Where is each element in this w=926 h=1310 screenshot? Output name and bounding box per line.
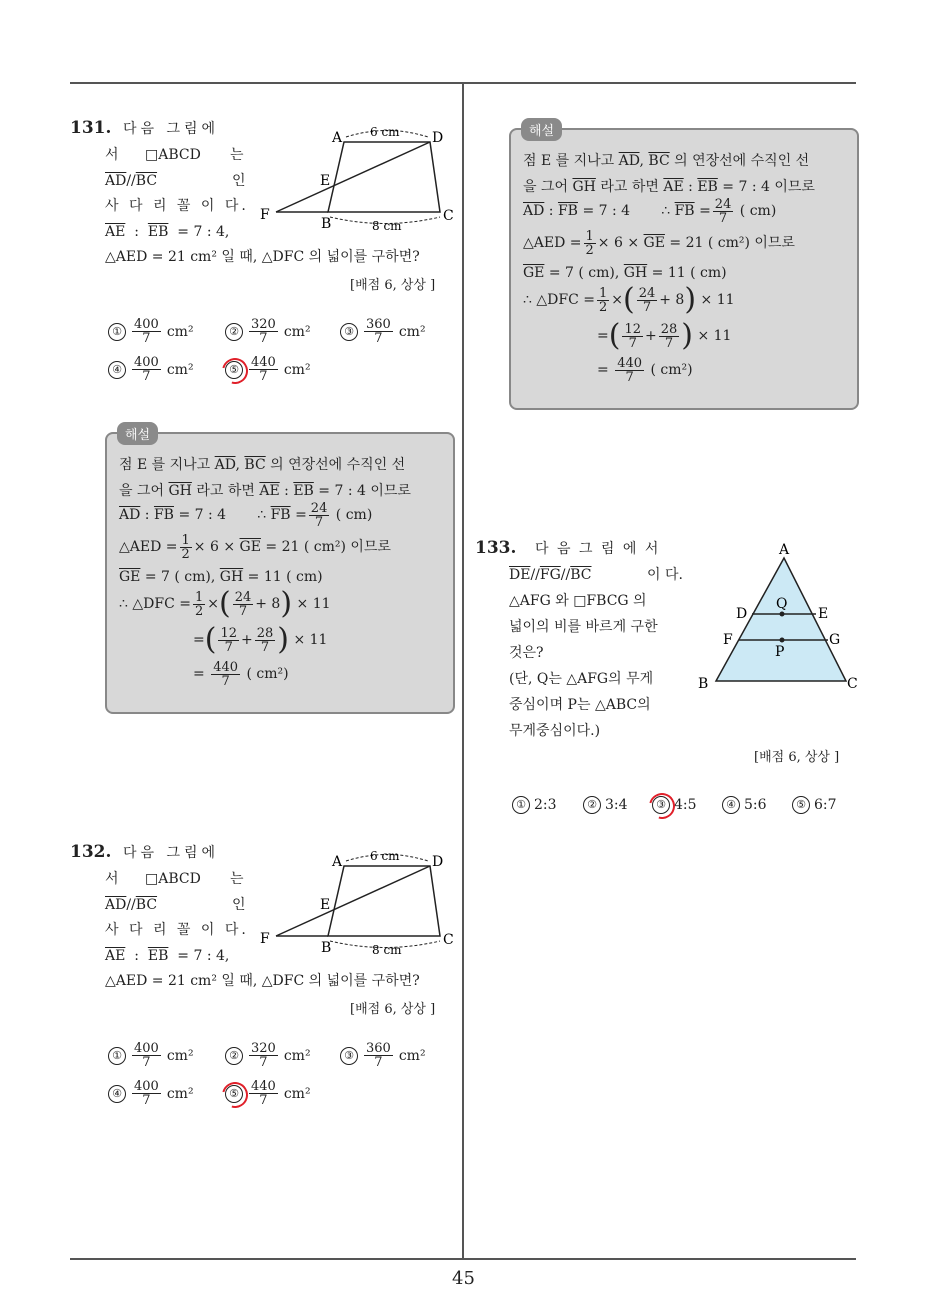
sol-text: × 6 × <box>193 539 236 555</box>
denominator: 7 <box>260 639 270 655</box>
choice-4[interactable] <box>722 796 767 814</box>
numerator: 28 <box>660 321 678 337</box>
sol-text: △AED = <box>119 539 178 555</box>
question-text: 다음 그림에 <box>123 845 220 861</box>
denominator: 7 <box>314 514 324 530</box>
sol-text: × <box>207 596 219 612</box>
question-text: △AED = 21 cm² 일 때, △DFC 의 넓이를 구하면? <box>105 249 420 265</box>
sol-text: = 11 ( cm) <box>651 265 727 281</box>
sol-text: + <box>241 632 253 648</box>
question-text: 인 <box>232 173 246 189</box>
choice-number: ① <box>512 796 530 814</box>
triangle-figure <box>696 540 866 695</box>
label-c: C <box>443 932 454 948</box>
sol-text: = <box>597 362 609 378</box>
solution-tag: 해설 <box>117 422 158 445</box>
paren-close: ) <box>280 586 293 621</box>
sol-text: : <box>144 507 150 523</box>
sol-text: 점 E 를 지나고 <box>523 153 615 169</box>
segment-ae: $\overline{AE}$ <box>663 179 684 195</box>
sol-text: + 8 <box>255 596 281 612</box>
choice-number-glyph: ⑤ <box>229 1086 239 1100</box>
numerator: 440 <box>617 355 643 371</box>
denominator: 2 <box>181 546 190 562</box>
label-a: A <box>332 854 343 870</box>
segment-ae: $\overline{AE}$ <box>259 483 280 499</box>
choice-4[interactable] <box>108 1080 194 1107</box>
denominator: 7 <box>664 335 674 351</box>
sol-text: = 7 : 4 이므로 <box>318 483 411 499</box>
denominator: 7 <box>142 1093 151 1108</box>
page-number: 45 <box>452 1268 475 1289</box>
choice-5[interactable] <box>225 1080 311 1107</box>
choice-number: ④ <box>108 361 126 379</box>
paren-close: ) <box>684 282 697 317</box>
ratio-colon: : <box>134 948 139 964</box>
segment-ge: $\overline{GE}$ <box>119 569 141 585</box>
ratio-value: = 7 : 4, <box>177 224 230 240</box>
question-number: 131. <box>70 118 112 138</box>
unit: cm² <box>283 1085 311 1102</box>
denominator: 7 <box>142 1055 151 1070</box>
sol-text: 의 연장선에 수직인 선 <box>674 153 810 169</box>
denominator: 7 <box>238 603 248 619</box>
parallel-symbol: // <box>530 567 540 583</box>
segment-eb: $\overline{EB}$ <box>147 224 169 240</box>
segment-bc: $\overline{BC}$ <box>244 457 266 473</box>
choice-1[interactable] <box>512 796 557 814</box>
sol-text: : <box>548 203 554 219</box>
segment-bc: $\overline{BC}$ <box>135 173 158 189</box>
segment-fb: $\overline{FB}$ <box>557 203 578 219</box>
sol-text: = 7 : 4 <box>178 507 227 523</box>
choice-number: ④ <box>108 1085 126 1103</box>
choice-number: ① <box>108 323 126 341</box>
sol-text: + 8 <box>659 292 685 308</box>
question-text: 이 다. <box>647 567 683 583</box>
unit: cm² <box>398 1047 426 1064</box>
choice-2[interactable] <box>225 1042 311 1069</box>
denominator: 7 <box>718 210 728 226</box>
parallel-symbol: // <box>126 173 136 189</box>
question-text: 인 <box>232 897 246 913</box>
denominator: 7 <box>625 369 634 385</box>
label-e: E <box>320 173 331 189</box>
question-text: 서 <box>105 871 119 887</box>
segment-fg: $\overline{FG}$ <box>539 567 561 583</box>
sol-text: ( cm²) <box>650 362 693 378</box>
segment-gh: $\overline{GH}$ <box>572 179 596 195</box>
numerator: 320 <box>251 317 276 332</box>
score-label: [배점 6, 상상 ] <box>350 1002 436 1017</box>
segment-ad: $\overline{AD}$ <box>105 173 127 189</box>
sol-text: × 11 <box>293 632 328 648</box>
answer-circle-mark <box>644 788 680 824</box>
sol-text: = <box>295 507 307 523</box>
choice-number: ④ <box>722 796 740 814</box>
denominator: 2 <box>194 603 204 619</box>
question-text: 중심이며 P는 △ABC의 <box>509 697 651 713</box>
choice-1[interactable] <box>108 1042 194 1069</box>
sol-text: △AED = <box>523 235 582 251</box>
sol-text: ( cm²) <box>246 666 289 682</box>
numerator: 12 <box>624 321 641 337</box>
sol-text: = 11 ( cm) <box>247 569 323 585</box>
label-top-length: 6 cm <box>370 849 400 863</box>
sol-text: = 7 ( cm), <box>144 569 216 585</box>
denominator: 2 <box>598 299 608 315</box>
denominator: 7 <box>259 1055 268 1070</box>
sol-text: , <box>639 153 644 169</box>
choice-number: ② <box>583 796 601 814</box>
label-b: B <box>321 216 332 232</box>
question-text: □ABCD <box>145 871 201 887</box>
label-d: D <box>432 854 444 870</box>
answer-circle-mark <box>217 353 253 389</box>
segment-gh: $\overline{GH}$ <box>219 569 244 585</box>
denominator: 7 <box>221 673 230 689</box>
question-text: 것은? <box>509 645 544 661</box>
segment-eb: $\overline{EB}$ <box>293 483 314 499</box>
choice-number <box>225 361 243 379</box>
choice-3[interactable] <box>340 1042 426 1069</box>
sol-text: × <box>611 292 623 308</box>
denominator: 7 <box>224 639 233 655</box>
choice-text: 5:6 <box>744 797 767 813</box>
choice-text: 3:4 <box>605 797 628 813</box>
choice-5[interactable] <box>792 796 837 814</box>
question-text: △AED = 21 cm² 일 때, △DFC 의 넓이를 구하면? <box>105 973 420 989</box>
numerator: 320 <box>251 1041 276 1056</box>
numerator: 24 <box>714 196 732 212</box>
sol-text: : <box>688 179 693 195</box>
segment-gh: $\overline{GH}$ <box>168 483 192 499</box>
therefore-symbol: ∴ <box>661 203 671 219</box>
unit: cm² <box>283 323 311 340</box>
question-text: 사 다 리 꼴 이 다. <box>105 922 249 938</box>
denominator: 7 <box>374 1055 383 1070</box>
score-label: [배점 6, 상상 ] <box>754 750 840 765</box>
label-f: F <box>260 207 270 223</box>
sol-text: × 6 × <box>597 235 640 251</box>
sol-text: ∴ △DFC = <box>523 292 595 308</box>
label-b: B <box>321 940 332 956</box>
segment-ge: $\overline{GE}$ <box>239 539 261 555</box>
label-e: E <box>320 897 331 913</box>
paren-open: ( <box>622 282 635 317</box>
paren-open: ( <box>204 622 217 657</box>
question-text: 사 다 리 꼴 이 다. <box>105 198 249 214</box>
label-f: F <box>260 931 270 947</box>
sol-text: = 21 ( cm²) 이므로 <box>669 235 795 251</box>
choice-3[interactable] <box>340 318 426 345</box>
question-text: 무게중심이다.) <box>509 723 601 739</box>
sol-text: × 11 <box>700 292 735 308</box>
numerator: 440 <box>251 1079 276 1094</box>
question-text: 넓이의 비를 바르게 구한 <box>509 619 658 635</box>
question-text: 다음 그림에 <box>123 121 220 137</box>
choice-3[interactable] <box>652 796 697 814</box>
numerator: 1 <box>585 228 594 244</box>
choice-text: 4:5 <box>674 797 697 813</box>
segment-eb: $\overline{EB}$ <box>697 179 718 195</box>
label-c: C <box>443 208 454 224</box>
choice-number-glyph: ⑤ <box>229 362 239 376</box>
question-number: 133. <box>475 538 517 558</box>
question-text: △AFG 와 □FBCG 의 <box>509 593 647 609</box>
sol-text: = 7 : 4 <box>582 203 631 219</box>
question-text: 는 <box>230 147 244 163</box>
segment-ae: $\overline{AE}$ <box>105 224 126 240</box>
sol-text: , <box>235 457 240 473</box>
choice-2[interactable] <box>583 796 628 814</box>
segment-ad: $\overline{AD}$ <box>119 507 141 523</box>
label-b: B <box>698 676 709 692</box>
label-bottom-length: 8 cm <box>372 219 402 233</box>
numerator: 28 <box>256 625 274 641</box>
sol-text: ∴ △DFC = <box>119 596 191 612</box>
denominator: 7 <box>628 335 637 351</box>
unit: cm² <box>166 1085 194 1102</box>
numerator: 440 <box>213 659 239 675</box>
unit: cm² <box>398 323 426 340</box>
segment-gh: $\overline{GH}$ <box>623 265 648 281</box>
segment-bc: $\overline{BC}$ <box>648 153 670 169</box>
choice-2[interactable] <box>225 318 311 345</box>
segment-fb: $\overline{FB}$ <box>674 203 695 219</box>
label-f: F <box>723 632 733 648</box>
sol-text: = 21 ( cm²) 이므로 <box>265 539 391 555</box>
numerator: 400 <box>134 355 159 370</box>
choice-1[interactable] <box>108 318 194 345</box>
numerator: 400 <box>134 317 159 332</box>
question-text: 다 음 그 림 에 서 <box>535 541 661 557</box>
label-bottom-length: 8 cm <box>372 943 402 957</box>
ratio-colon: : <box>134 224 139 240</box>
trapezoid-figure <box>258 122 458 237</box>
unit: cm² <box>166 361 194 378</box>
denominator: 7 <box>259 369 268 384</box>
numerator: 24 <box>638 285 656 301</box>
unit: cm² <box>283 361 311 378</box>
segment-de: $\overline{DE}$ <box>509 567 531 583</box>
choice-4[interactable] <box>108 356 194 383</box>
numerator: 24 <box>234 589 252 605</box>
sol-text: = 7 : 4 이므로 <box>722 179 815 195</box>
unit: cm² <box>283 1047 311 1064</box>
numerator: 360 <box>366 317 391 332</box>
sol-text: + <box>645 328 657 344</box>
trapezoid-figure <box>258 846 458 961</box>
question-text: (단, Q는 △AFG의 무게 <box>509 671 654 687</box>
choice-number: ③ <box>340 323 358 341</box>
segment-bc: $\overline{BC}$ <box>135 897 158 913</box>
solution-box-right <box>509 124 859 410</box>
unit: cm² <box>166 323 194 340</box>
numerator: 360 <box>366 1041 391 1056</box>
choice-5[interactable] <box>225 356 311 383</box>
choice-text: 2:3 <box>534 797 557 813</box>
parallel-symbol: // <box>126 897 136 913</box>
numerator: 1 <box>598 285 608 301</box>
numerator: 1 <box>181 532 190 548</box>
sol-text: = <box>193 666 205 682</box>
segment-fb: $\overline{FB}$ <box>270 507 291 523</box>
unit: cm² <box>166 1047 194 1064</box>
paren-close: ) <box>681 318 693 353</box>
denominator: 7 <box>142 369 151 384</box>
choice-number-glyph: ③ <box>656 798 666 811</box>
segment-ad: $\overline{AD}$ <box>105 897 127 913</box>
sol-text: 라고 하면 <box>196 483 255 499</box>
label-top-length: 6 cm <box>370 125 400 139</box>
sol-text: 의 연장선에 수직인 선 <box>270 457 406 473</box>
segment-ge: $\overline{GE}$ <box>523 265 545 281</box>
sol-text: = 7 ( cm), <box>548 265 620 281</box>
segment-bc: $\overline{BC}$ <box>570 567 592 583</box>
question-text: 서 <box>105 147 119 163</box>
segment-fb: $\overline{FB}$ <box>153 507 174 523</box>
numerator: 12 <box>220 625 237 641</box>
answer-circle-mark <box>217 1077 253 1113</box>
sol-text: = <box>699 203 711 219</box>
sol-text: ( cm) <box>739 203 777 219</box>
sol-text: = <box>193 632 205 648</box>
sol-text: ( cm) <box>335 507 373 523</box>
choice-number: ② <box>225 1047 243 1065</box>
choice-text: 6:7 <box>814 797 837 813</box>
parallel-symbol: // <box>560 567 571 583</box>
paren-close: ) <box>277 622 289 657</box>
segment-ad: $\overline{AD}$ <box>523 203 545 219</box>
sol-text: 을 그어 <box>523 179 569 195</box>
choice-number: ② <box>225 323 243 341</box>
question-number: 132. <box>70 842 112 862</box>
segment-ae: $\overline{AE}$ <box>105 948 126 964</box>
sol-text: = <box>597 328 609 344</box>
choice-number: ① <box>108 1047 126 1065</box>
solution-box-131 <box>105 428 455 714</box>
label-d: D <box>432 130 444 146</box>
numerator: 400 <box>134 1079 159 1094</box>
label-a: A <box>779 542 790 558</box>
segment-eb: $\overline{EB}$ <box>147 948 169 964</box>
choice-number <box>652 796 670 814</box>
segment-ge: $\overline{GE}$ <box>643 235 665 251</box>
bottom-rule <box>70 1258 856 1260</box>
sol-text: 라고 하면 <box>600 179 659 195</box>
sol-text: × 11 <box>296 596 331 612</box>
label-c: C <box>847 676 858 692</box>
sol-text: 을 그어 <box>119 483 165 499</box>
paren-open: ( <box>218 586 231 621</box>
denominator: 7 <box>642 299 652 315</box>
label-q: Q <box>776 596 788 612</box>
denominator: 7 <box>142 331 151 346</box>
numerator: 1 <box>194 589 204 605</box>
label-p: P <box>775 644 785 660</box>
question-text: 는 <box>230 871 244 887</box>
sol-text: : <box>284 483 289 499</box>
label-e: E <box>818 606 829 622</box>
denominator: 7 <box>374 331 383 346</box>
label-d: D <box>736 606 748 622</box>
sol-text: 점 E 를 지나고 <box>119 457 211 473</box>
denominator: 7 <box>259 331 268 346</box>
question-text: □ABCD <box>145 147 201 163</box>
numerator: 400 <box>134 1041 159 1056</box>
ratio-value: = 7 : 4, <box>177 948 230 964</box>
solution-tag: 해설 <box>521 118 562 141</box>
choice-number: ⑤ <box>792 796 810 814</box>
column-divider <box>462 83 464 1258</box>
label-a: A <box>332 130 343 146</box>
therefore-symbol: ∴ <box>257 507 267 523</box>
paren-open: ( <box>608 318 621 353</box>
sol-text: × 11 <box>697 328 732 344</box>
score-label: [배점 6, 상상 ] <box>350 278 436 293</box>
segment-ad: $\overline{AD}$ <box>214 457 236 473</box>
segment-ad: $\overline{AD}$ <box>618 153 640 169</box>
denominator: 2 <box>585 242 594 258</box>
numerator: 24 <box>310 500 328 516</box>
numerator: 440 <box>251 355 276 370</box>
label-g: G <box>829 632 841 648</box>
choice-number <box>225 1085 243 1103</box>
choice-number: ③ <box>340 1047 358 1065</box>
denominator: 7 <box>259 1093 268 1108</box>
